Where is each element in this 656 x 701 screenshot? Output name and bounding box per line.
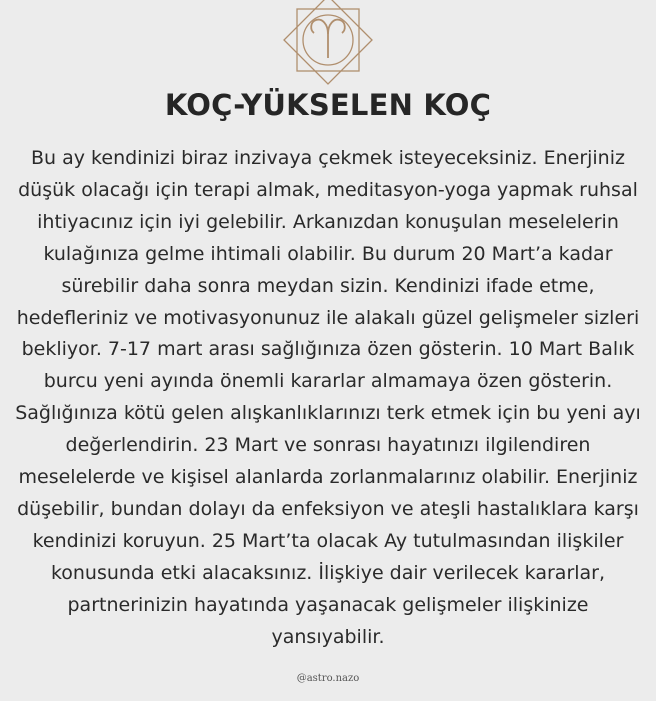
aries-icon xyxy=(270,0,386,90)
horoscope-text: Bu ay kendinizi biraz inzivaya çekmek isteyeceksiniz. Enerjiniz düşük olacağı için terapi almak, meditasyon-yoga yapmak ruhsal ihtiyacınız için iyi gelebilir. Arkanızdan konuşulan meselelerin kulağınıza gelme ihtimali olabilir. Bu durum 20 Mart’a kadar sürebilir daha sonra meydan sizin. Kendinizi ifade etme, hedefleriniz ve motivasyonunuz ile alakalı güzel gelişmeler sizleri bekliyor. 7-17 mart arası sağlığınıza özen gösterin. 10 Mart Balık burcu yeni ayında önemli kararlar almamaya özen gösterin. Sağlığınıza kötü gelen alışkanlıklarınızı terk etmek için bu yeni ayı değerlendirin. 23 Mart ve sonrası hayatınızı ilgilendiren meselelerde ve kişisel alanlarda zorlanmalarınız olabilir. Enerjiniz düşebilir, bundan dolayı da enfeksiyon ve ateşli hastalıklara karşı kendinizi koruyun. 25 Mart’ta olacak Ay tutulmasından ilişkiler konusunda etki alacaksınız. İlişkiye dair verilecek kararlar, partnerinizin hayatında yaşanacak gelişmeler ilişkinize yansıyabilir. xyxy=(15,147,641,648)
page-title: KOÇ-YÜKSELEN KOÇ xyxy=(164,88,492,122)
author-handle: @astro.nazo xyxy=(296,673,360,684)
aries-emblem xyxy=(270,0,386,90)
